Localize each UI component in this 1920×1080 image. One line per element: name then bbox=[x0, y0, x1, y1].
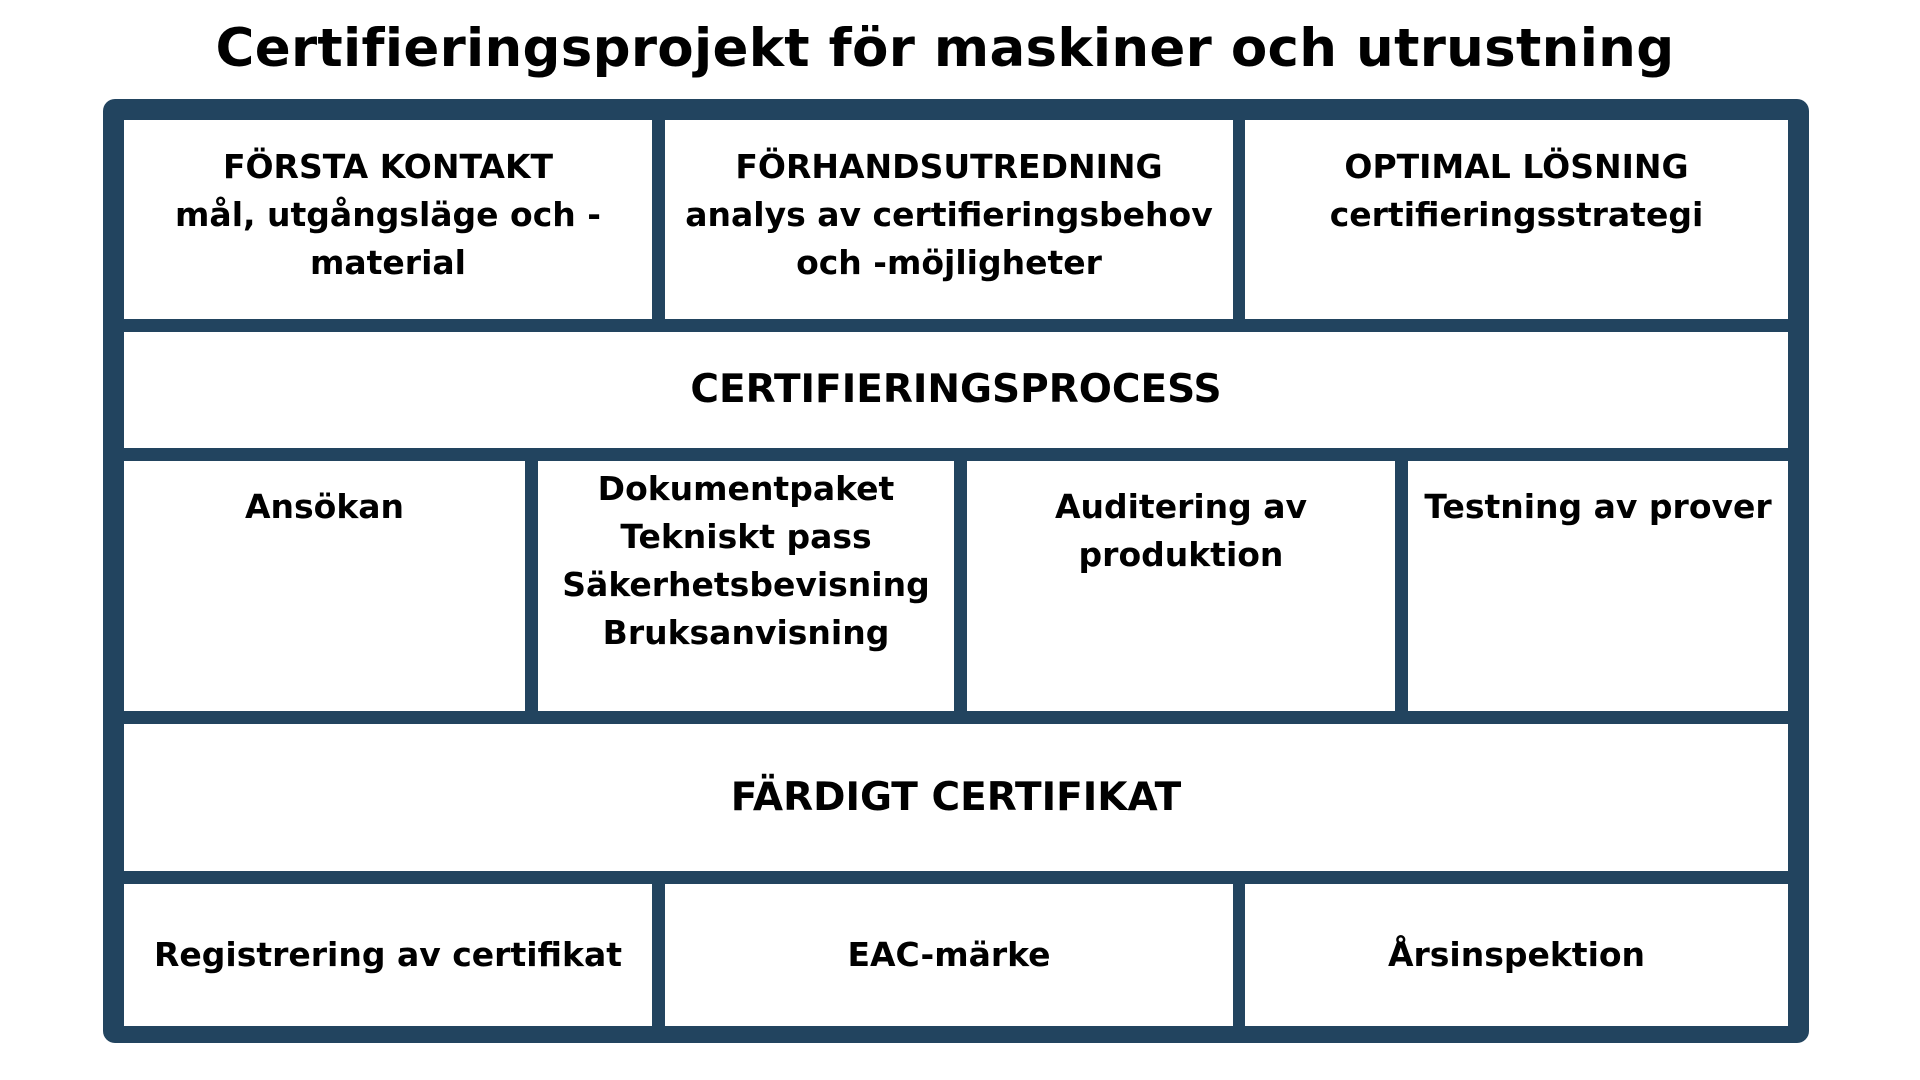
diagram-frame bbox=[103, 99, 1809, 1043]
certificate-header: FÄRDIGT CERTIFIKAT bbox=[730, 774, 1182, 820]
box-forhandsutredning bbox=[665, 120, 1233, 319]
box-heading: FÖRSTA KONTAKT bbox=[222, 147, 554, 186]
box-eac-marke bbox=[665, 884, 1233, 1026]
step-line: Säkerhetsbevisning bbox=[562, 565, 930, 604]
box-registrering bbox=[124, 884, 652, 1026]
box-forsta-kontakt bbox=[124, 120, 652, 319]
box-line: material bbox=[310, 243, 466, 282]
diagram-title: Certifieringsprojekt för maskiner och utrustning bbox=[215, 18, 1675, 79]
box-label: Årsinspektion bbox=[1387, 935, 1646, 974]
box-line: analys av certifieringsbehov bbox=[685, 195, 1213, 234]
step-line: Tekniskt pass bbox=[620, 517, 872, 556]
process-header-box bbox=[124, 332, 1788, 448]
box-label: EAC-märke bbox=[847, 935, 1051, 974]
step-line: Bruksanvisning bbox=[602, 613, 890, 652]
box-line: mål, utgångsläge och - bbox=[175, 195, 601, 234]
step-line: Dokumentpaket bbox=[597, 469, 895, 508]
box-heading: FÖRHANDSUTREDNING bbox=[735, 147, 1163, 186]
step-auditering bbox=[967, 461, 1395, 711]
step-line: Testning av prover bbox=[1424, 487, 1772, 526]
step-line: Auditering av bbox=[1054, 487, 1308, 526]
step-testning bbox=[1408, 461, 1788, 711]
box-line: och -möjligheter bbox=[796, 243, 1102, 282]
certificate-header-box bbox=[124, 724, 1788, 871]
box-line: certifieringsstrategi bbox=[1329, 195, 1704, 234]
box-optimal-losning bbox=[1245, 120, 1788, 319]
box-label: Registrering av certifikat bbox=[153, 935, 622, 974]
step-dokumentpaket bbox=[538, 461, 954, 711]
process-header: CERTIFIERINGSPROCESS bbox=[690, 367, 1222, 412]
step-line: produktion bbox=[1078, 535, 1284, 574]
box-arsinspektion bbox=[1245, 884, 1788, 1026]
step-ansokan bbox=[124, 461, 525, 711]
box-heading: OPTIMAL LÖSNING bbox=[1344, 147, 1689, 186]
step-line: Ansökan bbox=[244, 487, 405, 526]
